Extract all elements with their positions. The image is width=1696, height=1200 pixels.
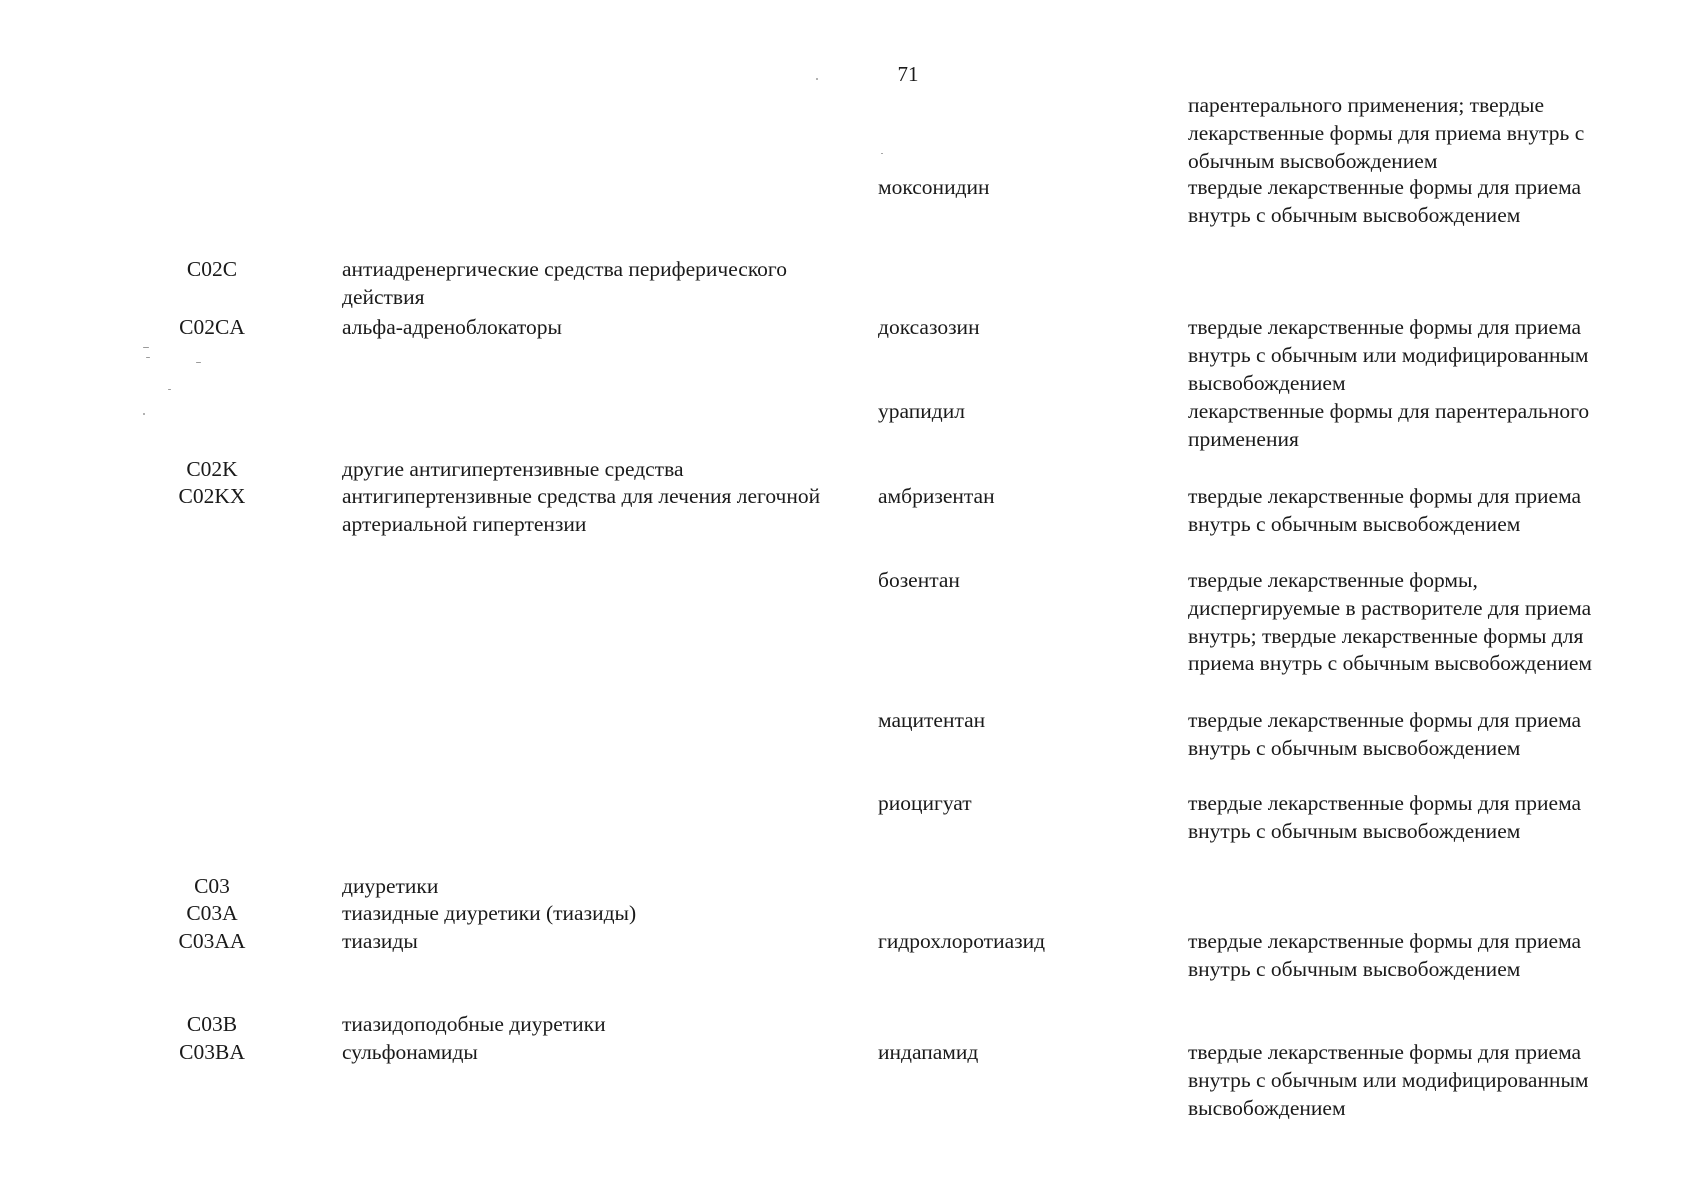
dosage-form: твердые лекарственные формы для приема внутрь с обычным или модифицированным высвобождением — [1188, 315, 1589, 395]
dosage-form: твердые лекарственные формы для приема внутрь с обычным высвобождением — [1188, 484, 1582, 536]
drug-name: урапидил — [878, 399, 965, 423]
drug-name: амбризентан — [878, 484, 995, 508]
dosage-form: твердые лекарственные формы для приема внутрь с обычным высвобождением — [1188, 791, 1582, 843]
group-name: антиадренергические средства периферического действия — [342, 257, 787, 309]
atc-code: C02CA — [179, 315, 245, 339]
dosage-form: твердые лекарственные формы, диспергируемые в растворителе для приема внутрь; твердые лекарственные формы для приема внутрь с обычным высвобождением — [1188, 568, 1593, 676]
drug-name: доксазозин — [878, 315, 980, 339]
scan-speck — [881, 153, 883, 154]
page-number: 71 — [897, 62, 919, 86]
group-name: сульфонамиды — [342, 1040, 478, 1064]
drug-name: бозентан — [878, 568, 960, 592]
drug-name: риоцигуат — [878, 791, 972, 815]
dosage-form: лекарственные формы для парентерального применения — [1188, 399, 1590, 451]
atc-code: C03 — [194, 874, 230, 898]
scan-speck — [816, 78, 818, 80]
atc-code: C02C — [186, 257, 238, 281]
dosage-form: твердые лекарственные формы для приема внутрь с обычным высвобождением — [1188, 929, 1582, 981]
scan-speck — [143, 413, 145, 415]
atc-code: C03BA — [179, 1040, 245, 1064]
group-name: тиазиды — [342, 929, 418, 953]
scan-speck — [168, 389, 171, 390]
group-name: другие антигипертензивные средства — [342, 457, 684, 481]
dosage-form: твердые лекарственные формы для приема внутрь с обычным или модифицированным высвобождением — [1188, 1040, 1589, 1120]
atc-code: C03AA — [178, 929, 246, 953]
scan-speck — [196, 362, 201, 363]
scan-speck — [146, 357, 150, 358]
group-name: диуретики — [342, 874, 439, 898]
group-name: альфа-адреноблокаторы — [342, 315, 562, 339]
dosage-form: твердые лекарственные формы для приема внутрь с обычным высвобождением — [1188, 708, 1582, 760]
drug-name: индапамид — [878, 1040, 979, 1064]
drug-name: мацитентан — [878, 708, 986, 732]
atc-code: C02K — [186, 457, 238, 481]
dosage-form: парентерального применения; твердые лекарственные формы для приема внутрь с обычным высвобождением — [1188, 93, 1585, 173]
dosage-form: твердые лекарственные формы для приема внутрь с обычным высвобождением — [1188, 175, 1582, 227]
drug-name: моксонидин — [878, 175, 990, 199]
group-name: антигипертензивные средства для лечения легочной артериальной гипертензии — [342, 484, 821, 536]
scan-speck — [143, 347, 149, 348]
atc-code: C03B — [186, 1012, 238, 1036]
atc-code: C02KX — [178, 484, 246, 508]
drug-name: гидрохлоротиазид — [878, 929, 1046, 953]
atc-code: C03A — [186, 901, 238, 925]
group-name: тиазидные диуретики (тиазиды) — [342, 901, 637, 925]
group-name: тиазидоподобные диуретики — [342, 1012, 606, 1036]
